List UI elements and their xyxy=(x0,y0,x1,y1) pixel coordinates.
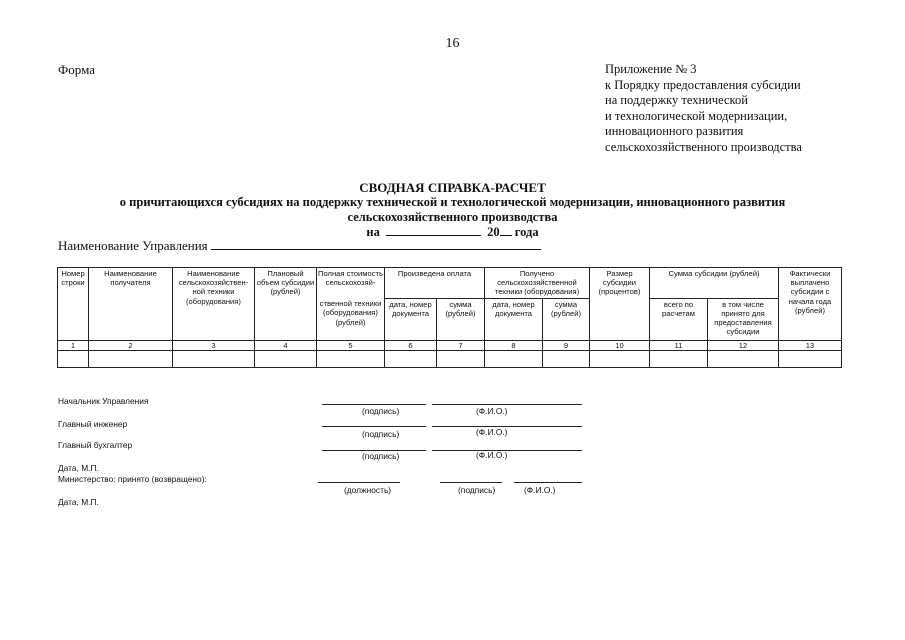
date-stamp-label: Дата, М.П. xyxy=(58,463,99,473)
ministry-label: Министерство: принято (возвращено): xyxy=(58,474,207,484)
table-cell xyxy=(173,350,255,367)
head-name-line xyxy=(432,404,582,405)
subsidy-table xyxy=(57,267,842,368)
table-row xyxy=(58,350,842,367)
column-number: 11 xyxy=(650,340,708,350)
header-full-cost-top: Полная стоимость сельскохозяй- xyxy=(317,268,385,299)
table-cell xyxy=(779,350,842,367)
header-paid-since-start: Фактически выплачено субсидии с начала года (рублей) xyxy=(779,268,842,341)
header-payment-date: дата, номер документа xyxy=(385,298,437,340)
page-number: 16 xyxy=(445,36,460,51)
ministry-signature-line xyxy=(440,482,502,483)
header-received-sum: сумма (рублей) xyxy=(543,298,590,340)
chief-engineer-label: Главный инженер xyxy=(58,419,128,429)
appendix-line: к Порядку предоставления субсидии xyxy=(605,77,801,92)
date-suffix: года xyxy=(514,225,539,239)
accountant-signature-caption: (подпись) xyxy=(362,451,400,461)
table-cell xyxy=(255,350,317,367)
table-cell xyxy=(650,350,708,367)
ministry-name-caption: (Ф.И.О.) xyxy=(524,485,556,495)
header-subsidy-accepted: в том числе принято для предоставления субсидии xyxy=(708,298,779,340)
appendix-line: сельскохозяйственного производства xyxy=(605,139,802,154)
title-line-1: о причитающихся субсидиях на поддержку технической и технологической модернизации, инновационного развития xyxy=(119,195,786,209)
ministry-name-line xyxy=(514,482,582,483)
appendix-line: инновационного развития xyxy=(605,124,744,139)
column-numbers-row xyxy=(58,340,842,350)
head-name-caption: (Ф.И.О.) xyxy=(476,406,508,416)
table-cell xyxy=(58,350,89,367)
table-cell xyxy=(89,350,173,367)
head-label: Начальник Управления xyxy=(58,396,149,406)
header-recipient: Наименование получателя xyxy=(89,268,173,341)
engineer-signature-caption: (подпись) xyxy=(362,429,400,439)
header-received-date: дата, номер документа xyxy=(485,298,543,340)
column-number: 4 xyxy=(255,340,317,350)
appendix-line: и технологической модернизации, xyxy=(605,108,788,123)
date-prefix: на xyxy=(366,225,380,239)
head-signature-caption: (подпись) xyxy=(362,406,400,416)
column-number: 5 xyxy=(317,340,385,350)
column-number: 10 xyxy=(590,340,650,350)
form-label: Форма xyxy=(58,62,95,77)
head-signature-line xyxy=(322,404,426,405)
table-cell xyxy=(385,350,437,367)
date-year: 20 xyxy=(487,225,500,239)
position-caption: (должность) xyxy=(344,485,392,495)
column-number: 8 xyxy=(485,340,543,350)
header-subsidy-total: всего по расчетам xyxy=(650,298,708,340)
column-number: 9 xyxy=(543,340,590,350)
accountant-name-caption: (Ф.И.О.) xyxy=(476,450,508,460)
appendix-line: на поддержку технической xyxy=(605,93,748,108)
title-main: СВОДНАЯ СПРАВКА-РАСЧЕТ xyxy=(359,180,546,195)
header-subsidy-group: Сумма субсидии (рублей) xyxy=(650,268,779,299)
year-blank xyxy=(500,235,512,236)
date-stamp-label-2: Дата, М.П. xyxy=(58,497,99,507)
appendix-block xyxy=(605,62,802,156)
chief-accountant-label: Главный бухгалтер xyxy=(58,440,133,450)
header-equipment-name: Наименование сельскохозяйствен-ной техники (оборудования) xyxy=(173,268,255,341)
position-line xyxy=(318,482,400,483)
column-number: 1 xyxy=(58,340,89,350)
header-received-group: Получено сельскохозяйственной техники (оборудования) xyxy=(485,268,590,299)
date-blank xyxy=(386,235,481,236)
header-full-cost-bottom: ственной техники (оборудования) (рублей) xyxy=(317,298,385,340)
table-cell xyxy=(543,350,590,367)
table-cell xyxy=(437,350,485,367)
engineer-name-caption: (Ф.И.О.) xyxy=(476,427,508,437)
header-planned-subsidy: Плановый объем субсидии (рублей) xyxy=(255,268,317,341)
table-cell xyxy=(708,350,779,367)
engineer-signature-line xyxy=(322,426,426,427)
header-payment-sum: сумма (рублей) xyxy=(437,298,485,340)
management-label: Наименование Управления xyxy=(58,238,208,253)
header-payment-group: Произведена оплата xyxy=(385,268,485,299)
column-number: 7 xyxy=(437,340,485,350)
header-row-number: Номер строки xyxy=(58,268,89,341)
column-number: 3 xyxy=(173,340,255,350)
column-number: 2 xyxy=(89,340,173,350)
table-cell xyxy=(317,350,385,367)
management-field xyxy=(58,238,541,254)
header-subsidy-percent: Размер субсидии (процентов) xyxy=(590,268,650,341)
appendix-line: Приложение № 3 xyxy=(605,62,697,76)
management-blank xyxy=(211,249,541,250)
table-cell xyxy=(590,350,650,367)
ministry-signature-caption: (подпись) xyxy=(458,485,496,495)
column-number: 13 xyxy=(779,340,842,350)
column-number: 6 xyxy=(385,340,437,350)
title-line-2: сельскохозяйственного производства xyxy=(347,210,558,224)
column-number: 12 xyxy=(708,340,779,350)
document-title xyxy=(0,180,905,240)
table-cell xyxy=(485,350,543,367)
